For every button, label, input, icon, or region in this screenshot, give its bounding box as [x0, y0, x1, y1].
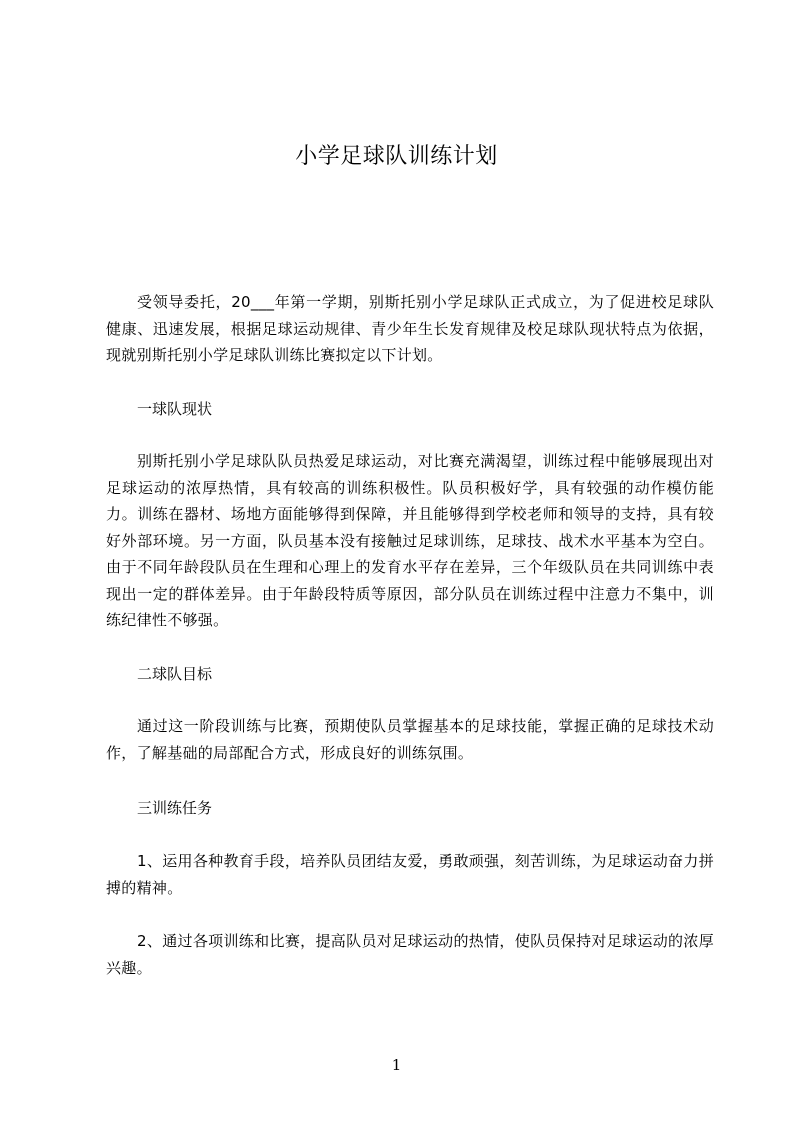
- training-task-item-1: 1、运用各种教育手段，培养队员团结友爱，勇敢顽强，刻苦训练，为足球运动奋力拼搏的精神。: [106, 852, 714, 897]
- section-heading-training-tasks: 三训练任务: [137, 799, 213, 817]
- document-title: 小学足球队训练计划: [295, 144, 498, 169]
- page-number: 1: [391, 1056, 402, 1074]
- section-heading-team-goals: 二球队目标: [137, 665, 213, 683]
- team-goals-paragraph: 通过这一阶段训练与比赛，预期使队员掌握基本的足球技能，掌握正确的足球技术动作，了解基础的局部配合方式，形成良好的训练氛围。: [106, 717, 714, 762]
- team-status-paragraph: 别斯托别小学足球队队员热爱足球运动，对比赛充满渴望，训练过程中能够展现出对足球运动的浓厚热情，具有较高的训练积极性。队员积极好学，具有较强的动作模仿能力。训练在器材、场地方面能够得到保障，并且能够得到学校老师和领导的支持，具有较好外部环境。另一方面，队员基本没有接触过足球训练，足球技、战术水平基本为空白。由于不同年龄段队员在生理和心理上的发育水平存在差异，三个年级队员在共同训练中表现出一定的群体差异。由于年龄段特质等原因，部分队员在训练过程中注意力不集中，训练纪律性不够强。: [106, 452, 714, 629]
- training-task-item-2: 2、通过各项训练和比赛，提高队员对足球运动的热情，使队员保持对足球运动的浓厚兴趣。: [106, 932, 714, 977]
- intro-paragraph: 受领导委托，20___年第一学期，别斯托别小学足球队正式成立，为了促进校足球队健康、迅速发展，根据足球运动规律、青少年生长发育规律及校足球队现状特点为依据，现就别斯托别小学足球队训练比赛拟定以下计划。: [106, 293, 714, 364]
- section-heading-team-status: 一球队现状: [137, 400, 213, 418]
